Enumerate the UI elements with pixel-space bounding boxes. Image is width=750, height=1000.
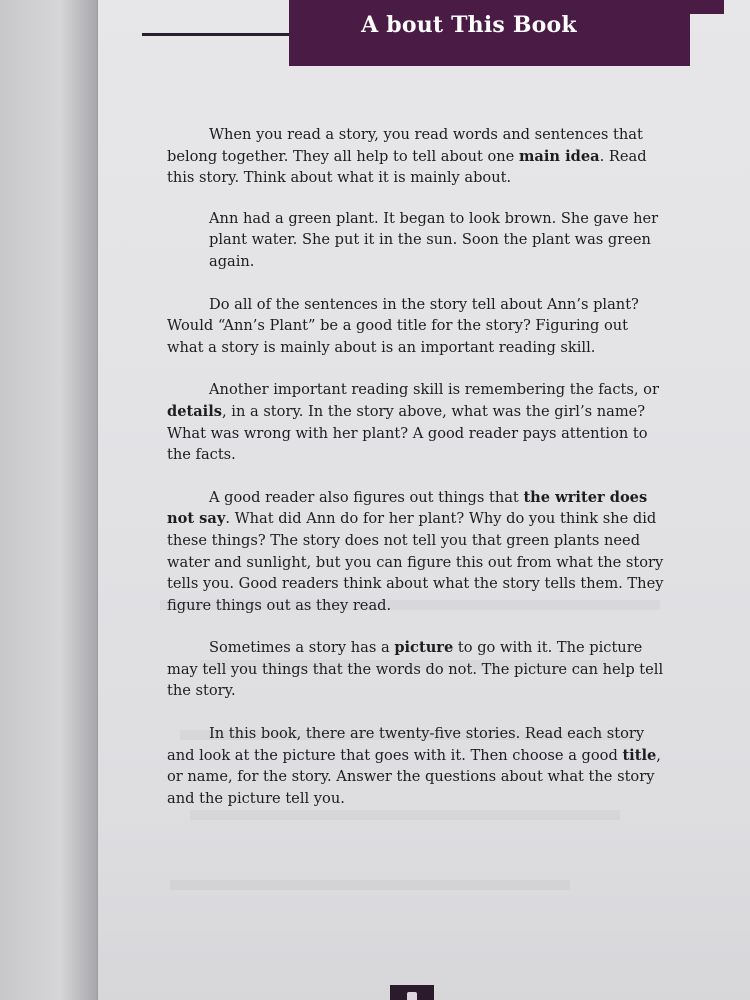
paragraph-text: In this book, there are twenty-five stories. Read each story and look at the picture that goes with it. Then choose a good	[167, 725, 645, 764]
paragraph-title-question: Do all of the sentences in the story tell about Ann’s plant? Would “Ann’s Plant” be a good title for the story? Figuring out what a story is mainly about is an important reading skill.	[167, 295, 639, 356]
page-title: A bout This Book	[361, 12, 577, 38]
paragraph-text: Sometimes a story has a	[209, 639, 395, 657]
paragraph-text: When you read a story, you read words and sentences that belong together. They all help to tell about one	[167, 126, 643, 165]
header-banner-step-top	[690, 0, 724, 14]
paragraph-text: , or name, for the story. Answer the questions about what the story and the picture tell you.	[167, 746, 661, 807]
header-rule	[142, 33, 292, 36]
paragraph-text: Another important reading skill is remembering the facts, or	[209, 381, 659, 399]
paragraph-text: . What did Ann do for her plant? Why do you think she did these things? The story does not tell you that green plants need water and sunlight, but you can figure this out from what the story tells you. Good readers think about what the story tells them. They figure things out as they read.	[167, 510, 664, 614]
example-story: Ann had a green plant. It began to look brown. She gave her plant water. She put it in the sun. Soon the plant was green again.	[209, 209, 659, 270]
paragraph-text: , in a story. In the story above, what was the girl’s name? What was wrong with her plant? A good reader pays attention to the facts.	[167, 402, 648, 464]
paragraph-text: to go with it. The picture may tell you things that the words do not. The picture can help tell the story.	[167, 639, 664, 700]
paragraph-details	[167, 379, 669, 465]
body-text	[167, 124, 669, 830]
facing-page-edge	[0, 0, 100, 1000]
header-banner-step	[650, 0, 690, 48]
paragraph-main-idea	[167, 124, 669, 189]
bold-term-writer-does-not-say: the writer does not say	[167, 488, 648, 528]
bold-term-picture: picture	[394, 639, 454, 657]
bold-term-main-idea: main idea	[518, 147, 600, 165]
bold-term-title: title	[622, 746, 657, 764]
paragraph-text: A good reader also figures out things that	[209, 488, 524, 506]
bold-term-details: details	[167, 402, 222, 420]
paragraph-text: . Read this story. Think about what it is mainly about.	[167, 147, 647, 187]
paragraph-picture	[167, 637, 669, 702]
paragraph-book-instructions	[167, 723, 669, 809]
page-number-mark	[407, 992, 417, 1000]
paragraph-inference	[167, 487, 669, 617]
